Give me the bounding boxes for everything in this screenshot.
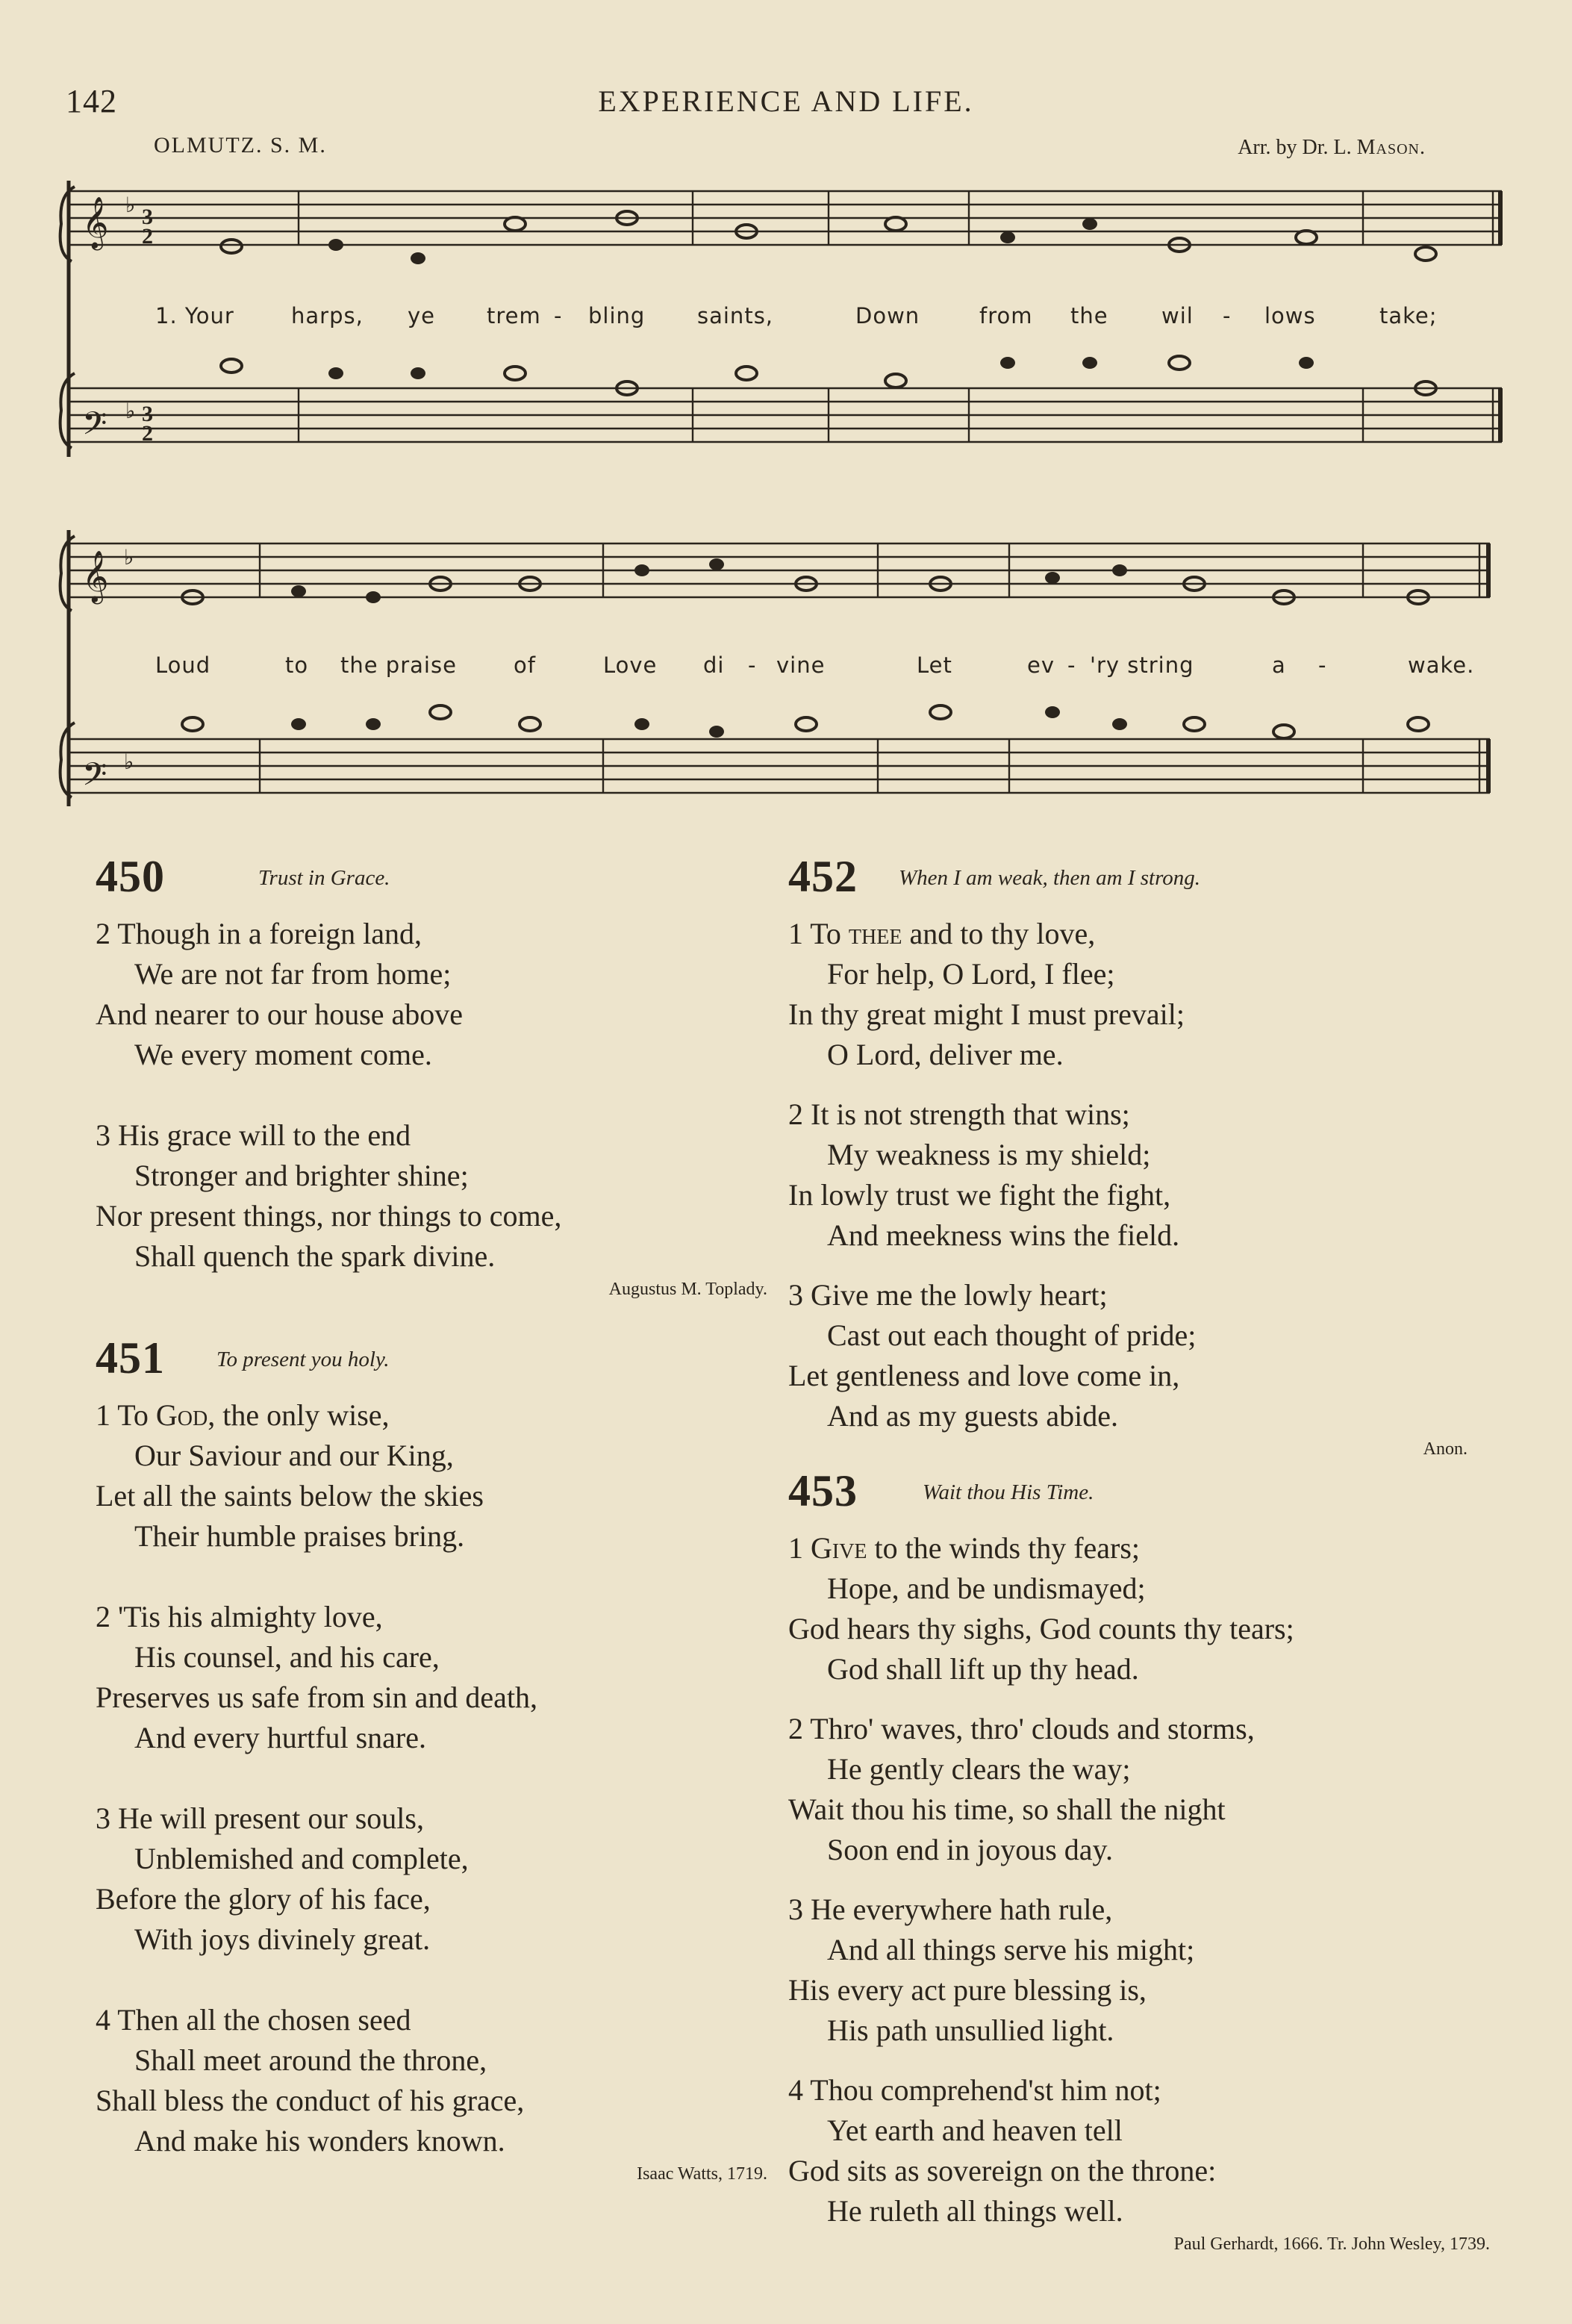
verse-line-start: 1: [788, 1531, 803, 1565]
author-credit: Paul Gerhardt, 1666. Tr. John Wesley, 1739.: [1173, 2234, 1490, 2254]
verse-line-rest: the only wise,: [215, 1398, 390, 1432]
svg-text:3: 3: [142, 402, 153, 426]
verse-line: 3 He everywhere hath rule,: [788, 1892, 1113, 1926]
stanza: [788, 1709, 1505, 1870]
verse-line: Hope, and be undismayed;: [827, 1571, 1146, 1605]
stanza: [96, 1395, 767, 1557]
stanza: [96, 1115, 767, 1277]
running-head: EXPERIENCE AND LIFE.: [598, 84, 974, 118]
verse-line: O Lord, deliver me.: [827, 1038, 1064, 1071]
stanza: [788, 1094, 1505, 1256]
verse-line: [788, 1528, 1505, 1568]
verse-line: We are not far from home;: [134, 957, 452, 991]
svg-text:𝄞: 𝄞: [82, 196, 109, 249]
svg-text:♭: ♭: [125, 400, 136, 423]
verse-line: And as my guests abide.: [827, 1399, 1118, 1433]
lyric-syllable: to: [285, 652, 309, 678]
lyric-syllable: -: [748, 652, 757, 678]
stanza: [788, 1275, 1505, 1436]
hymn-450: [96, 851, 767, 1300]
verse-line: Wait thou his time, so shall the night: [788, 1792, 1226, 1826]
hymn-title: Trust in Grace.: [258, 866, 390, 890]
lyric-syllable: wil: [1161, 303, 1194, 328]
svg-text:2: 2: [142, 224, 153, 249]
lyric-syllable: -: [554, 303, 563, 328]
lyric-syllable: the praise: [340, 652, 457, 678]
notes-2: [182, 558, 1429, 738]
lyric-syllable: ev: [1027, 652, 1055, 678]
staff-2-bass: [69, 739, 1490, 793]
hymn-number: 451: [96, 1333, 165, 1383]
verse-line: In thy great might I must prevail;: [788, 997, 1185, 1031]
verse-line: And nearer to our house above: [96, 997, 464, 1031]
verse-line: His counsel, and his care,: [134, 1640, 440, 1674]
stanza: [96, 1597, 767, 1758]
verse-line: My weakness is my shield;: [827, 1138, 1151, 1171]
lyric-syllable: of: [514, 652, 536, 678]
lyric-syllable: ye: [408, 303, 436, 328]
hymn-title: Wait thou His Time.: [923, 1480, 1094, 1504]
left-column: [96, 851, 767, 2184]
lyric-syllable: trem: [487, 303, 541, 328]
verse-line: For help, O Lord, I flee;: [827, 957, 1115, 991]
verse-line: With joys divinely great.: [134, 1922, 431, 1956]
hymn-number: 453: [788, 1466, 858, 1515]
lyric-syllable: the: [1070, 303, 1108, 328]
lyric-syllable: di: [703, 652, 725, 678]
verse-line: Their humble praises bring.: [134, 1519, 465, 1553]
verse-line: And every hurtful snare.: [134, 1721, 426, 1754]
lyric-syllable: 'ry string: [1090, 652, 1194, 678]
verse-line: His path unsullied light.: [827, 2013, 1114, 2047]
hymn-453: [788, 1465, 1505, 2255]
small-caps-word: Give: [811, 1531, 867, 1565]
verse-line: Yet earth and heaven tell: [827, 2113, 1123, 2147]
verse-line: Preserves us safe from sin and death,: [96, 1680, 538, 1714]
stanza: [96, 2000, 767, 2161]
staff-1-bass: [69, 388, 1502, 442]
verse-line: God shall lift up thy head.: [827, 1652, 1139, 1686]
lyric-syllable: Down: [855, 303, 920, 328]
verse-line-start: 1 To: [96, 1398, 149, 1432]
lyric-syllable: 1. Your: [155, 303, 234, 328]
stanza: [96, 1798, 767, 1960]
verse-line: His every act pure blessing is,: [788, 1973, 1147, 2007]
stanza: [788, 2070, 1505, 2231]
svg-text:𝄢: 𝄢: [82, 756, 107, 801]
verse-line: In lowly trust we fight the fight,: [788, 1178, 1171, 1212]
lyric-syllable: -: [1318, 652, 1327, 678]
verse-line: 3 He will present our souls,: [96, 1801, 424, 1835]
lyric-syllable: bling: [588, 303, 646, 328]
arranger-name: Mason.: [1356, 136, 1426, 159]
svg-text:2: 2: [142, 421, 153, 446]
verse-line: Unblemished and complete,: [134, 1842, 469, 1875]
verse-line: We every moment come.: [134, 1038, 432, 1071]
verse-line: 2 It is not strength that wins;: [788, 1097, 1130, 1131]
verse-line: [788, 914, 1505, 954]
author-credit: Augustus M. Toplady.: [608, 1280, 767, 1299]
verse-line: Shall bless the conduct of his grace,: [96, 2084, 525, 2117]
verse-line: Cast out each thought of pride;: [827, 1318, 1197, 1352]
svg-text:𝄢: 𝄢: [82, 405, 107, 450]
lyric-syllable: saints,: [697, 303, 774, 328]
lyric-syllable: take;: [1379, 303, 1438, 328]
svg-text:3: 3: [142, 205, 153, 229]
lyric-syllable: harps,: [291, 303, 364, 328]
hymn-number: 450: [96, 852, 165, 901]
hymn-title: To present you holy.: [216, 1348, 390, 1371]
hymn-number: 452: [788, 852, 858, 901]
verse-line: And make his wonders known.: [134, 2124, 505, 2158]
lyric-syllable: Love: [603, 652, 658, 678]
lyric-syllable: vine: [776, 652, 826, 678]
verse-line: God sits as sovereign on the throne:: [788, 2154, 1217, 2187]
verse-line-rest: to the winds thy fears;: [867, 1531, 1141, 1565]
verse-line: God hears thy sighs, God counts thy tears;: [788, 1612, 1294, 1645]
verse-line: Shall quench the spark divine.: [134, 1239, 496, 1273]
verse-line-rest: and to thy love,: [902, 917, 1096, 950]
svg-text:𝄞: 𝄞: [82, 550, 109, 602]
small-caps-word: thee: [848, 917, 902, 950]
verse-line: 3 His grace will to the end: [96, 1118, 411, 1152]
verse-line: And meekness wins the field.: [827, 1218, 1180, 1252]
verse-line: Before the glory of his face,: [96, 1882, 431, 1916]
author-credit: Isaac Watts, 1719.: [637, 2164, 767, 2184]
hymn-title: When I am weak, then am I strong.: [899, 866, 1201, 890]
page-number: 142: [66, 83, 117, 119]
stanza: [788, 1890, 1505, 2051]
verse-line-start: 1 To: [788, 917, 841, 950]
verse-line: Stronger and brighter shine;: [134, 1159, 469, 1192]
tune-name: OLMUTZ. S. M.: [154, 133, 327, 158]
lyric-syllable: lows: [1264, 303, 1316, 328]
hymn-451: [96, 1333, 767, 2184]
author-credit: Anon.: [1423, 1439, 1467, 1459]
verse-line: And all things serve his might;: [827, 1933, 1195, 1966]
lyric-syllable: Let: [917, 652, 952, 678]
verse-line: Let gentleness and love come in,: [788, 1359, 1180, 1392]
hymn-452: [788, 851, 1505, 1459]
staff-2-treble: [69, 543, 1490, 597]
lyric-syllable: Loud: [155, 652, 211, 678]
small-caps-word: God,: [155, 1398, 216, 1432]
verse-line: Let all the saints below the skies: [96, 1479, 484, 1513]
music-score: [0, 0, 1572, 836]
verse-line: Soon end in joyous day.: [827, 1833, 1113, 1866]
verse-line: 4 Then all the chosen seed: [96, 2003, 411, 2037]
verse-line: 2 Though in a foreign land,: [96, 917, 422, 950]
lyric-syllable: from: [979, 303, 1033, 328]
lyric-syllable: -: [1067, 652, 1076, 678]
verse-line: 2 Thro' waves, thro' clouds and storms,: [788, 1712, 1255, 1745]
svg-text:♭: ♭: [124, 751, 134, 774]
staff-1-treble: [69, 191, 1502, 245]
verse-line: [96, 1395, 767, 1436]
lyric-syllable: -: [1223, 303, 1232, 328]
right-column: [788, 851, 1505, 2255]
stanza: [788, 914, 1505, 1075]
svg-text:♭: ♭: [125, 194, 136, 217]
lyric-syllable: wake.: [1408, 652, 1475, 678]
verse-line: Our Saviour and our King,: [134, 1439, 454, 1472]
svg-text:♭: ♭: [124, 546, 134, 570]
verse-line: He gently clears the way;: [827, 1752, 1131, 1786]
verse-line: 3 Give me the lowly heart;: [788, 1278, 1108, 1312]
verse-line: Shall meet around the throne,: [134, 2043, 487, 2077]
verse-line: Nor present things, nor things to come,: [96, 1199, 562, 1233]
verse-line: He ruleth all things well.: [827, 2194, 1123, 2228]
verse-line: 2 'Tis his almighty love,: [96, 1600, 383, 1633]
stanza: [788, 1528, 1505, 1689]
lyric-syllable: a: [1272, 652, 1286, 678]
stanza: [96, 914, 767, 1075]
verse-line: 4 Thou comprehend'st him not;: [788, 2073, 1161, 2107]
arranger-prefix: Arr. by Dr. L.: [1238, 136, 1352, 159]
